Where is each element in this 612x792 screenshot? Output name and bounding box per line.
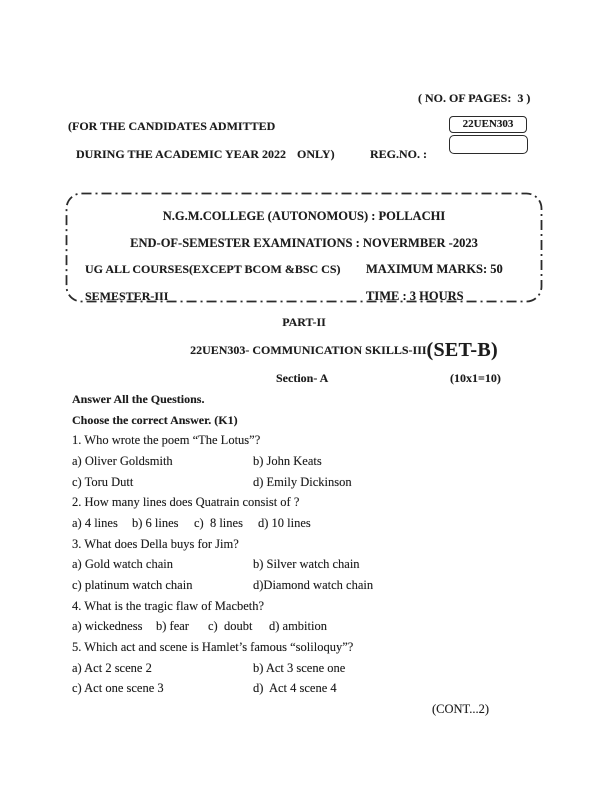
candidates-admitted-line2: DURING THE ACADEMIC YEAR 2022 bbox=[76, 147, 287, 161]
option: d) Act 4 scene 4 bbox=[253, 681, 337, 696]
option: a) Gold watch chain bbox=[72, 557, 174, 572]
candidates-admitted-line1: (FOR THE CANDIDATES ADMITTED bbox=[68, 119, 276, 133]
pages-count-note: ( NO. OF PAGES: 3 ) bbox=[418, 91, 531, 105]
question-5-options-row-1 bbox=[72, 658, 550, 679]
reg-no-label: REG.NO. : bbox=[370, 147, 427, 161]
college-name: N.G.M.COLLEGE (AUTONOMOUS) : POLLACHI bbox=[162, 209, 446, 223]
question-2-text: 2. How many lines does Quatrain consist of ? bbox=[72, 495, 300, 510]
subject-title-row bbox=[105, 336, 583, 364]
option: d) Emily Dickinson bbox=[253, 474, 352, 489]
part-title: PART-II bbox=[282, 315, 326, 329]
option: a) wickedness bbox=[72, 619, 143, 634]
question-1-options-row-1 bbox=[72, 451, 550, 472]
questions-body bbox=[72, 389, 550, 720]
continuation-line bbox=[72, 699, 550, 720]
option: c) Act one scene 3 bbox=[72, 681, 164, 696]
option: d)Diamond watch chain bbox=[253, 578, 374, 593]
exam-title: END-OF-SEMESTER EXAMINATIONS : NOVERMBER -2023 bbox=[130, 236, 478, 250]
question-3-options-row-1 bbox=[72, 555, 550, 576]
option: a) Oliver Goldsmith bbox=[72, 453, 173, 468]
option: b) Silver watch chain bbox=[253, 557, 360, 572]
option: c) platinum watch chain bbox=[72, 578, 193, 593]
option: c) doubt bbox=[208, 619, 253, 634]
semester-label: SEMESTER-III bbox=[85, 289, 169, 303]
candidates-admitted-only: ONLY) bbox=[297, 147, 335, 161]
question-5-text: 5. Which act and scene is Hamlet’s famous “soliloquy”? bbox=[72, 640, 354, 655]
maximum-marks: MAXIMUM MARKS: 50 bbox=[366, 262, 503, 276]
option: d) ambition bbox=[269, 619, 327, 634]
question-2-options-row bbox=[72, 513, 550, 534]
continuation-note: (CONT...2) bbox=[432, 702, 490, 717]
question-3-options-row-2 bbox=[72, 575, 550, 596]
option: b) 6 lines bbox=[132, 515, 179, 530]
option: c) 8 lines bbox=[194, 515, 243, 530]
question-1-text: 1. Who wrote the poem “The Lotus”? bbox=[72, 433, 261, 448]
question-4-text: 4. What is the tragic flaw of Macbeth? bbox=[72, 598, 265, 613]
instruction-answer-all: Answer All the Questions. bbox=[72, 391, 205, 406]
course-code-box: 22UEN303 bbox=[449, 116, 527, 133]
option: a) 4 lines bbox=[72, 515, 118, 530]
time-allowed: TIME : 3 HOURS bbox=[366, 289, 464, 303]
option: d) 10 lines bbox=[258, 515, 311, 530]
courses-scope: UG ALL COURSES(EXCEPT BCOM &BSC CS) bbox=[85, 262, 341, 276]
question-4-options-row bbox=[72, 617, 550, 638]
question-3-text: 3. What does Della buys for Jim? bbox=[72, 536, 239, 551]
option: c) Toru Dutt bbox=[72, 474, 134, 489]
subject-code-title: 22UEN303- COMMUNICATION SKILLS-III bbox=[190, 342, 427, 357]
option: a) Act 2 scene 2 bbox=[72, 660, 152, 675]
option: b) fear bbox=[156, 619, 189, 634]
exam-header-box bbox=[65, 192, 543, 303]
option: b) John Keats bbox=[253, 453, 322, 468]
section-name: Section- A bbox=[276, 371, 329, 385]
question-1-options-row-2 bbox=[72, 472, 550, 493]
instruction-choose-correct: Choose the correct Answer. (K1) bbox=[72, 412, 238, 427]
set-label: (SET-B) bbox=[426, 338, 498, 361]
section-marks: (10x1=10) bbox=[450, 371, 501, 385]
question-5-options-row-2 bbox=[72, 679, 550, 700]
option: b) Act 3 scene one bbox=[253, 660, 346, 675]
reg-no-entry-box bbox=[449, 135, 528, 154]
